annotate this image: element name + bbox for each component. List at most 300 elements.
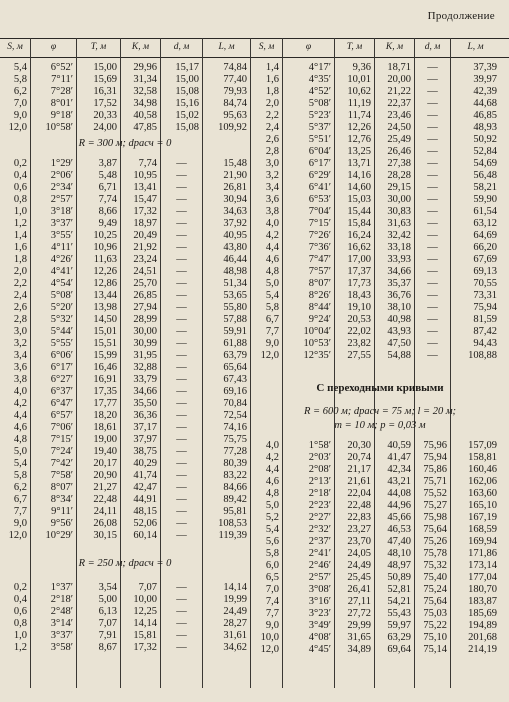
cell-s: 4,8	[265, 488, 279, 499]
cell-t: 18,61	[93, 422, 117, 433]
cell-l: 81,59	[473, 314, 497, 325]
cell-s: 4,0	[265, 218, 279, 229]
cell-phi: 10°58′	[45, 122, 73, 133]
cell-d: —	[427, 290, 438, 301]
cell-d: —	[427, 350, 438, 361]
section-note-r600-line1: R = 600 м; dрасч = 75 м; l = 20 м;	[303, 406, 457, 417]
cell-phi: 7°36′	[308, 242, 331, 253]
cell-t: 5,48	[98, 170, 117, 181]
cell-phi: 3°37′	[50, 630, 73, 641]
cell-s: 0,2	[13, 158, 27, 169]
cell-k: 18,97	[133, 218, 157, 229]
cell-l: 87,42	[473, 326, 497, 337]
cell-k: 36,76	[387, 290, 411, 301]
cell-l: 67,43	[223, 374, 247, 385]
cell-s: 5,8	[13, 470, 27, 481]
cell-s: 0,4	[13, 594, 27, 605]
cell-d: —	[176, 338, 187, 349]
cell-d: —	[176, 314, 187, 325]
cell-phi: 7°04′	[308, 206, 331, 217]
table-row-right	[0, 644, 509, 656]
cell-k: 35,50	[133, 398, 157, 409]
cell-t: 22,48	[93, 494, 117, 505]
cell-phi: 2°18′	[50, 594, 73, 605]
cell-t: 9,36	[352, 62, 371, 73]
cell-d: 75,14	[423, 644, 447, 655]
cell-t: 21,17	[347, 464, 371, 475]
cell-s: 0,4	[13, 170, 27, 181]
cell-l: 72,54	[223, 410, 247, 421]
cell-s: 5,0	[13, 446, 27, 457]
cell-phi: 4°41′	[50, 266, 73, 277]
cell-k: 44,96	[387, 500, 411, 511]
cell-k: 63,29	[387, 632, 411, 643]
cell-t: 13,98	[93, 302, 117, 313]
cell-phi: 2°34′	[50, 182, 73, 193]
cell-s: 7,7	[265, 608, 279, 619]
cell-d: —	[176, 242, 187, 253]
cell-l: 19,99	[223, 594, 247, 605]
cell-phi: 4°52′	[308, 86, 331, 97]
cell-s: 1,6	[13, 242, 27, 253]
table-row-right	[0, 74, 509, 86]
cell-s: 12,0	[8, 122, 27, 133]
cell-s: 3,8	[265, 206, 279, 217]
header-l-left: L, м	[218, 42, 235, 52]
cell-l: 43,80	[223, 242, 247, 253]
cell-t: 21,27	[93, 482, 117, 493]
cell-s: 3,8	[13, 374, 27, 385]
cell-phi: 2°08′	[308, 464, 331, 475]
cell-s: 1,4	[13, 230, 27, 241]
cell-k: 33,93	[387, 254, 411, 265]
cell-t: 15,51	[93, 338, 117, 349]
cell-t: 8,67	[98, 642, 117, 653]
cell-d: —	[427, 122, 438, 133]
cell-s: 6,7	[13, 494, 27, 505]
cell-t: 24,00	[93, 122, 117, 133]
cell-phi: 2°37′	[308, 536, 331, 547]
cell-d: 15,16	[175, 98, 199, 109]
cell-k: 54,88	[387, 350, 411, 361]
cell-t: 15,01	[93, 326, 117, 337]
cell-s: 1,2	[13, 642, 27, 653]
cell-k: 32,58	[133, 86, 157, 97]
cell-t: 3,87	[98, 158, 117, 169]
cell-phi: 4°08′	[308, 632, 331, 643]
table-row-right	[0, 194, 509, 206]
cell-l: 63,79	[223, 350, 247, 361]
table-row-left	[0, 362, 509, 374]
cell-d: 15,08	[175, 86, 199, 97]
table-row-right	[0, 98, 509, 110]
cell-k: 21,92	[133, 242, 157, 253]
cell-phi: 6°04′	[308, 146, 331, 157]
table-row-right	[0, 452, 509, 464]
cell-s: 6,7	[265, 314, 279, 325]
table-row-right	[0, 338, 509, 350]
cell-l: 75,94	[473, 302, 497, 313]
cell-t: 17,73	[347, 278, 371, 289]
cell-phi: 1°29′	[50, 158, 73, 169]
cell-t: 20,90	[93, 470, 117, 481]
cell-d: —	[176, 398, 187, 409]
cell-s: 2,6	[265, 134, 279, 145]
cell-t: 20,30	[347, 440, 371, 451]
cell-s: 7,0	[265, 584, 279, 595]
cell-phi: 2°48′	[50, 606, 73, 617]
cell-k: 37,17	[133, 422, 157, 433]
cell-s: 0,8	[13, 194, 27, 205]
cell-k: 30,99	[133, 338, 157, 349]
cell-l: 40,95	[223, 230, 247, 241]
cell-k: 34,98	[133, 98, 157, 109]
cell-t: 18,43	[347, 290, 371, 301]
cell-phi: 7°11′	[51, 74, 73, 85]
cell-d: —	[176, 278, 187, 289]
table-row-right	[0, 608, 509, 620]
cell-k: 24,51	[133, 266, 157, 277]
cell-s: 3,4	[13, 350, 27, 361]
cell-phi: 5°51′	[308, 134, 331, 145]
cell-k: 24,50	[387, 122, 411, 133]
cell-phi: 3°18′	[50, 206, 73, 217]
cell-phi: 12°35′	[303, 350, 331, 361]
cell-k: 36,36	[133, 410, 157, 421]
cell-t: 17,00	[347, 254, 371, 265]
cell-t: 10,62	[347, 86, 371, 97]
cell-d: —	[427, 86, 438, 97]
cell-k: 50,89	[387, 572, 411, 583]
cell-s: 3,2	[265, 170, 279, 181]
cell-l: 75,75	[223, 434, 247, 445]
cell-l: 89,42	[223, 494, 247, 505]
section-note-r300: R = 300 м; dрасч = 0	[78, 138, 172, 149]
cell-t: 7,74	[98, 194, 117, 205]
cell-phi: 6°52′	[50, 62, 73, 73]
cell-d: —	[427, 326, 438, 337]
cell-phi: 7°47′	[308, 254, 331, 265]
table-row-right	[0, 278, 509, 290]
cell-d: —	[176, 194, 187, 205]
cell-d: —	[427, 242, 438, 253]
cell-d: —	[176, 446, 187, 457]
cell-l: 52,84	[473, 146, 497, 157]
cell-d: —	[427, 254, 438, 265]
cell-l: 69,16	[223, 386, 247, 397]
cell-phi: 2°27′	[308, 512, 331, 523]
cell-phi: 4°54′	[50, 278, 73, 289]
cell-phi: 1°37′	[50, 582, 73, 593]
cell-l: 48,98	[223, 266, 247, 277]
cell-l: 173,14	[468, 560, 497, 571]
cell-s: 2,8	[13, 314, 27, 325]
cell-phi: 8°44′	[308, 302, 331, 313]
cell-k: 30,00	[387, 194, 411, 205]
cell-s: 4,4	[13, 410, 27, 421]
cell-t: 23,27	[347, 524, 371, 535]
cell-k: 25,70	[133, 278, 157, 289]
cell-d: 15,02	[175, 110, 199, 121]
cell-t: 7,07	[98, 618, 117, 629]
cell-k: 48,10	[387, 548, 411, 559]
table-row-right	[0, 290, 509, 302]
cell-t: 20,74	[347, 452, 371, 463]
cell-l: 61,88	[223, 338, 247, 349]
cell-phi: 5°32′	[50, 314, 73, 325]
table-row-right	[0, 158, 509, 170]
cell-s: 5,2	[265, 512, 279, 523]
table-row-right	[0, 350, 509, 362]
cell-t: 10,96	[93, 242, 117, 253]
cell-l: 162,06	[468, 476, 497, 487]
cell-k: 42,34	[387, 464, 411, 475]
table-row-right	[0, 206, 509, 218]
cell-phi: 6°53′	[308, 194, 331, 205]
cell-k: 28,28	[387, 170, 411, 181]
cell-l: 194,89	[468, 620, 497, 631]
cell-s: 4,0	[13, 386, 27, 397]
cell-t: 14,50	[93, 314, 117, 325]
cell-phi: 8°01′	[50, 98, 73, 109]
cell-k: 45,66	[387, 512, 411, 523]
cell-s: 9,0	[13, 518, 27, 529]
cell-l: 46,44	[223, 254, 247, 265]
cell-l: 66,20	[473, 242, 497, 253]
cell-s: 4,8	[265, 266, 279, 277]
cell-l: 84,74	[223, 98, 247, 109]
cell-s: 9,0	[265, 620, 279, 631]
cell-l: 42,39	[473, 86, 497, 97]
cell-k: 18,71	[387, 62, 411, 73]
cell-d: —	[176, 170, 187, 181]
cell-l: 24,49	[223, 606, 247, 617]
cell-l: 69,13	[473, 266, 497, 277]
cell-phi: 7°15′	[50, 434, 73, 445]
cell-k: 59,97	[387, 620, 411, 631]
cell-phi: 4°35′	[308, 74, 331, 85]
cell-k: 40,98	[387, 314, 411, 325]
cell-s: 4,2	[265, 230, 279, 241]
cell-t: 5,00	[98, 594, 117, 605]
cell-k: 52,06	[133, 518, 157, 529]
cell-d: —	[176, 410, 187, 421]
cell-phi: 9°56′	[50, 518, 73, 529]
cell-phi: 1°58′	[308, 440, 331, 451]
cell-t: 21,61	[347, 476, 371, 487]
cell-d: —	[427, 182, 438, 193]
cell-k: 12,25	[133, 606, 157, 617]
cell-l: 54,69	[473, 158, 497, 169]
cell-d: —	[176, 302, 187, 313]
cell-t: 26,41	[347, 584, 371, 595]
cell-d: 75,22	[423, 620, 447, 631]
cell-k: 25,49	[387, 134, 411, 145]
table-row-right	[0, 440, 509, 452]
cell-l: 80,39	[223, 458, 247, 469]
cell-phi: 6°47′	[50, 398, 73, 409]
cell-s: 7,7	[13, 506, 27, 517]
cell-t: 16,62	[347, 242, 371, 253]
cell-l: 201,68	[468, 632, 497, 643]
cell-t: 17,37	[347, 266, 371, 277]
cell-l: 74,16	[223, 422, 247, 433]
cell-phi: 2°23′	[308, 500, 331, 511]
cell-d: —	[427, 218, 438, 229]
cell-t: 6,71	[98, 182, 117, 193]
cell-t: 29,99	[347, 620, 371, 631]
cell-s: 1,8	[265, 86, 279, 97]
header-k-right: K, м	[385, 42, 404, 52]
cell-k: 34,66	[387, 266, 411, 277]
table-row-right	[0, 218, 509, 230]
cell-t: 16,31	[93, 86, 117, 97]
cell-t: 23,70	[347, 536, 371, 547]
cell-l: 58,21	[473, 182, 497, 193]
cell-t: 13,44	[93, 290, 117, 301]
cell-phi: 2°46′	[308, 560, 331, 571]
table-row-right	[0, 266, 509, 278]
cell-l: 65,64	[223, 362, 247, 373]
cell-s: 2,2	[13, 278, 27, 289]
cell-k: 7,74	[138, 158, 157, 169]
header-phi-left: φ	[50, 42, 57, 52]
table-row-right	[0, 86, 509, 98]
table-row-right	[0, 326, 509, 338]
cell-phi: 7°24′	[50, 446, 73, 457]
cell-t: 12,86	[93, 278, 117, 289]
section-note-r250: R = 250 м; dрасч = 0	[78, 558, 172, 569]
cell-k: 29,15	[387, 182, 411, 193]
cell-phi: 2°03′	[308, 452, 331, 463]
cell-d: 15,00	[175, 74, 199, 85]
cell-phi: 2°57′	[308, 572, 331, 583]
header-s-right: S, м	[258, 42, 275, 52]
cell-l: 39,97	[473, 74, 497, 85]
section-title-transition: С переходными кривыми	[316, 382, 444, 394]
cell-d: 75,78	[423, 548, 447, 559]
table-row-right	[0, 572, 509, 584]
cell-d: —	[176, 458, 187, 469]
cell-k: 69,64	[387, 644, 411, 655]
cell-l: 83,22	[223, 470, 247, 481]
cell-l: 169,94	[468, 536, 497, 547]
cell-l: 31,61	[223, 630, 247, 641]
cell-d: —	[176, 594, 187, 605]
cell-phi: 6°27′	[50, 374, 73, 385]
cell-t: 18,20	[93, 410, 117, 421]
cell-k: 42,47	[133, 482, 157, 493]
cell-s: 0,8	[13, 618, 27, 629]
header-s-left: S, м	[7, 42, 23, 52]
cell-d: —	[427, 146, 438, 157]
cell-t: 15,84	[347, 218, 371, 229]
cell-d: —	[176, 470, 187, 481]
table-row-right	[0, 242, 509, 254]
cell-k: 31,95	[133, 350, 157, 361]
cell-t: 20,33	[93, 110, 117, 121]
cell-phi: 3°37′	[50, 218, 73, 229]
cell-t: 19,10	[347, 302, 371, 313]
cell-phi: 3°14′	[50, 618, 73, 629]
table-row-right	[0, 146, 509, 158]
cell-t: 14,60	[347, 182, 371, 193]
cell-k: 41,74	[133, 470, 157, 481]
cell-d: —	[176, 642, 187, 653]
cell-k: 43,93	[387, 326, 411, 337]
cell-l: 34,62	[223, 642, 247, 653]
cell-d: —	[427, 110, 438, 121]
cell-s: 2,8	[265, 146, 279, 157]
cell-d: —	[176, 218, 187, 229]
table-row-right	[0, 464, 509, 476]
cell-l: 119,39	[218, 530, 247, 541]
cell-phi: 7°28′	[50, 86, 73, 97]
cell-t: 15,44	[347, 206, 371, 217]
cell-k: 14,14	[133, 618, 157, 629]
cell-phi: 4°11′	[51, 242, 73, 253]
cell-k: 30,00	[133, 326, 157, 337]
cell-t: 12,76	[347, 134, 371, 145]
table-row-right	[0, 476, 509, 488]
cell-s: 7,4	[265, 596, 279, 607]
cell-l: 51,34	[223, 278, 247, 289]
cell-t: 10,25	[93, 230, 117, 241]
cell-k: 23,24	[133, 254, 157, 265]
cell-t: 11,74	[347, 110, 371, 121]
cell-phi: 7°42′	[50, 458, 73, 469]
cell-s: 5,6	[265, 536, 279, 547]
cell-k: 54,21	[387, 596, 411, 607]
cell-l: 108,88	[468, 350, 497, 361]
cell-d: —	[176, 182, 187, 193]
cell-d: 75,94	[423, 452, 447, 463]
cell-k: 15,47	[133, 194, 157, 205]
cell-t: 22,48	[347, 500, 371, 511]
cell-k: 38,75	[133, 446, 157, 457]
cell-phi: 7°58′	[50, 470, 73, 481]
cell-l: 160,46	[468, 464, 497, 475]
cell-s: 1,0	[13, 630, 27, 641]
table-row-right	[0, 548, 509, 560]
cell-phi: 2°57′	[50, 194, 73, 205]
cell-d: 75,26	[423, 536, 447, 547]
cell-phi: 6°06′	[50, 350, 73, 361]
cell-d: —	[176, 350, 187, 361]
cell-l: 79,93	[223, 86, 247, 97]
cell-d: 15,08	[175, 122, 199, 133]
cell-k: 40,59	[387, 440, 411, 451]
cell-l: 34,63	[223, 206, 247, 217]
cell-k: 10,00	[133, 594, 157, 605]
cell-k: 33,18	[387, 242, 411, 253]
cell-phi: 8°07′	[308, 278, 331, 289]
cell-l: 167,19	[468, 512, 497, 523]
cell-d: —	[176, 422, 187, 433]
cell-k: 30,83	[387, 206, 411, 217]
cell-s: 5,4	[265, 290, 279, 301]
cell-t: 27,55	[347, 350, 371, 361]
cell-l: 50,92	[473, 134, 497, 145]
section-note-r600-line2: m = 10 м; p = 0,03 м	[334, 420, 426, 431]
table-row-right	[0, 584, 509, 596]
cell-d: —	[427, 278, 438, 289]
cell-l: 61,54	[473, 206, 497, 217]
cell-t: 27,72	[347, 608, 371, 619]
cell-t: 15,69	[93, 74, 117, 85]
cell-l: 77,40	[223, 74, 247, 85]
table-row-right	[0, 488, 509, 500]
